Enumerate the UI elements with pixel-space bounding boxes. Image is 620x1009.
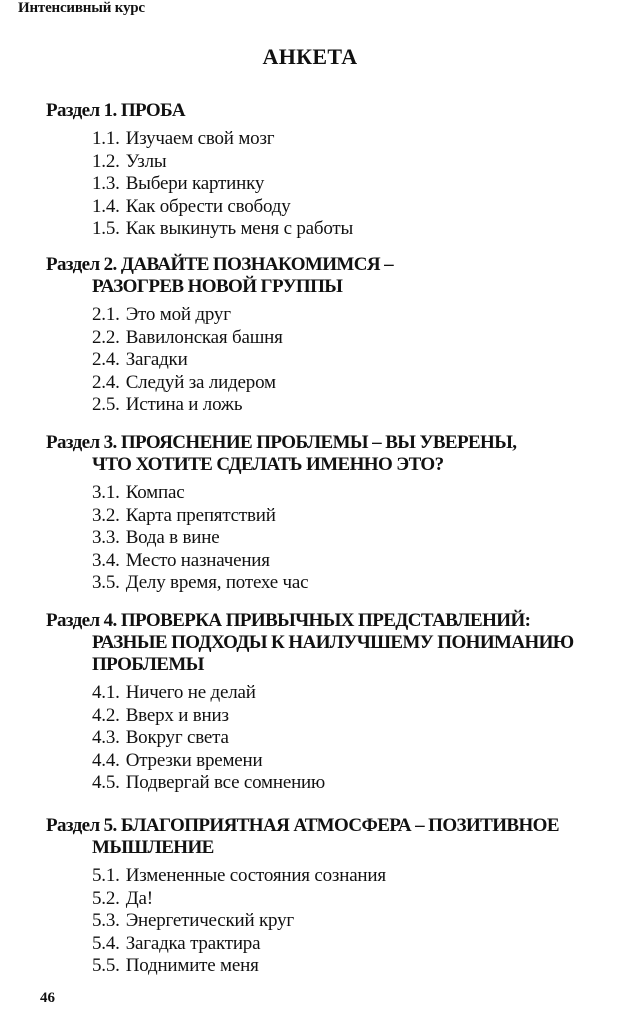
item-text: Узлы (125, 150, 167, 172)
list-item (92, 151, 616, 174)
section-5 (46, 815, 616, 978)
item-number: 3.3. (92, 527, 120, 548)
item-number: 4.3. (92, 727, 120, 748)
item-number: 4.1. (92, 682, 120, 703)
item-number: 1.1. (92, 128, 120, 149)
item-number: 5.3. (92, 910, 120, 931)
item-text: Вавилонская башня (125, 326, 283, 348)
item-number: 3.4. (92, 549, 120, 571)
item-number: 5.4. (92, 932, 120, 954)
section-heading-line: МЫШЛЕНИЕ (92, 837, 214, 858)
section-heading-line: ЧТО ХОТИТЕ СДЕЛАТЬ ИМЕННО ЭТО? (92, 454, 444, 475)
list-item (92, 394, 616, 417)
item-number: 3.5. (92, 572, 120, 593)
item-text: Компас (125, 482, 185, 503)
item-text: Карта препятствий (125, 504, 276, 526)
item-text: Энергетический круг (125, 910, 294, 931)
item-text: Как выкинуть меня с работы (125, 218, 354, 239)
section-heading (46, 815, 616, 859)
list-item (92, 304, 616, 327)
list-item (92, 933, 616, 956)
section-heading (46, 254, 616, 298)
item-text: Подвергай все сомнению (125, 772, 326, 793)
item-number: 1.5. (92, 218, 120, 239)
list-item (92, 505, 616, 528)
section-heading-line: Раздел 2. ДАВАЙТЕ ПОЗНАКОМИМСЯ – (46, 254, 394, 275)
list-item (92, 682, 616, 705)
item-text: Отрезки времени (125, 749, 263, 771)
item-text: Место назначения (125, 549, 270, 571)
section-1 (46, 100, 616, 241)
item-text: Выбери картинку (125, 173, 265, 194)
item-text: Да! (125, 887, 153, 909)
item-number: 5.5. (92, 955, 120, 976)
item-list (46, 482, 616, 595)
item-number: 4.2. (92, 704, 120, 726)
item-number: 1.4. (92, 195, 120, 217)
item-number: 5.2. (92, 887, 120, 909)
item-text: Ничего не делай (125, 682, 256, 703)
item-text: Следуй за лидером (125, 371, 276, 393)
list-item (92, 888, 616, 911)
list-item (92, 772, 616, 795)
running-head: Интенсивный курс (18, 0, 145, 16)
item-text: Загадка трактира (125, 932, 261, 954)
item-text: Вода в вине (125, 527, 220, 548)
item-number: 2.2. (92, 326, 120, 348)
list-item (92, 527, 616, 550)
list-item (92, 727, 616, 750)
item-number: 1.2. (92, 150, 120, 172)
item-number: 2.5. (92, 394, 120, 415)
section-heading (46, 432, 616, 476)
item-number: 2.4. (92, 349, 120, 370)
item-list (46, 128, 616, 241)
list-item (92, 865, 616, 888)
list-item (92, 550, 616, 573)
item-number: 2.1. (92, 304, 120, 325)
item-text: Измененные состояния сознания (125, 865, 386, 886)
item-text: Делу время, потехе час (125, 572, 309, 593)
item-text: Как обрести свободу (125, 195, 291, 217)
section-heading (46, 610, 616, 676)
list-item (92, 327, 616, 350)
item-text: Поднимите меня (125, 955, 259, 976)
list-item (92, 173, 616, 196)
item-list (46, 865, 616, 978)
list-item (92, 705, 616, 728)
item-number: 4.4. (92, 749, 120, 771)
item-list (46, 682, 616, 795)
item-list (46, 304, 616, 417)
item-text: Изучаем свой мозг (125, 128, 275, 149)
section-heading-line: Раздел 3. ПРОЯСНЕНИЕ ПРОБЛЕМЫ – ВЫ УВЕРЕНЫ, (46, 432, 517, 453)
list-item (92, 910, 616, 933)
item-number: 4.5. (92, 772, 120, 793)
list-item (92, 750, 616, 773)
item-number: 5.1. (92, 865, 120, 886)
item-text: Это мой друг (125, 304, 231, 325)
section-heading-line: Раздел 1. ПРОБА (46, 100, 185, 121)
list-item (92, 955, 616, 978)
list-item (92, 372, 616, 395)
item-text: Загадки (125, 349, 188, 370)
list-item (92, 572, 616, 595)
section-heading-line: Раздел 4. ПРОВЕРКА ПРИВЫЧНЫХ ПРЕДСТАВЛЕНИЙ: (46, 610, 531, 631)
section-heading-line: ПРОБЛЕМЫ (92, 654, 204, 675)
item-number: 3.1. (92, 482, 120, 503)
section-2 (46, 254, 616, 417)
page-number: 46 (40, 990, 55, 1006)
item-text: Вокруг света (125, 727, 229, 748)
item-number: 3.2. (92, 504, 120, 526)
page-title: АНКЕТА (262, 44, 358, 69)
list-item (92, 218, 616, 241)
section-heading-line: РАЗОГРЕВ НОВОЙ ГРУППЫ (92, 276, 343, 297)
item-number: 2.4. (92, 371, 120, 393)
list-item (92, 196, 616, 219)
list-item (92, 349, 616, 372)
section-4 (46, 610, 616, 795)
section-3 (46, 432, 616, 595)
item-text: Вверх и вниз (125, 704, 229, 726)
section-heading-line: РАЗНЫЕ ПОДХОДЫ К НАИЛУЧШЕМУ ПОНИМАНИЮ (92, 632, 574, 653)
section-heading-line: Раздел 5. БЛАГОПРИЯТНАЯ АТМОСФЕРА – ПОЗИТИВНОЕ (46, 815, 559, 836)
item-text: Истина и ложь (125, 394, 243, 415)
section-heading (46, 100, 616, 122)
item-number: 1.3. (92, 173, 120, 194)
list-item (92, 128, 616, 151)
list-item (92, 482, 616, 505)
